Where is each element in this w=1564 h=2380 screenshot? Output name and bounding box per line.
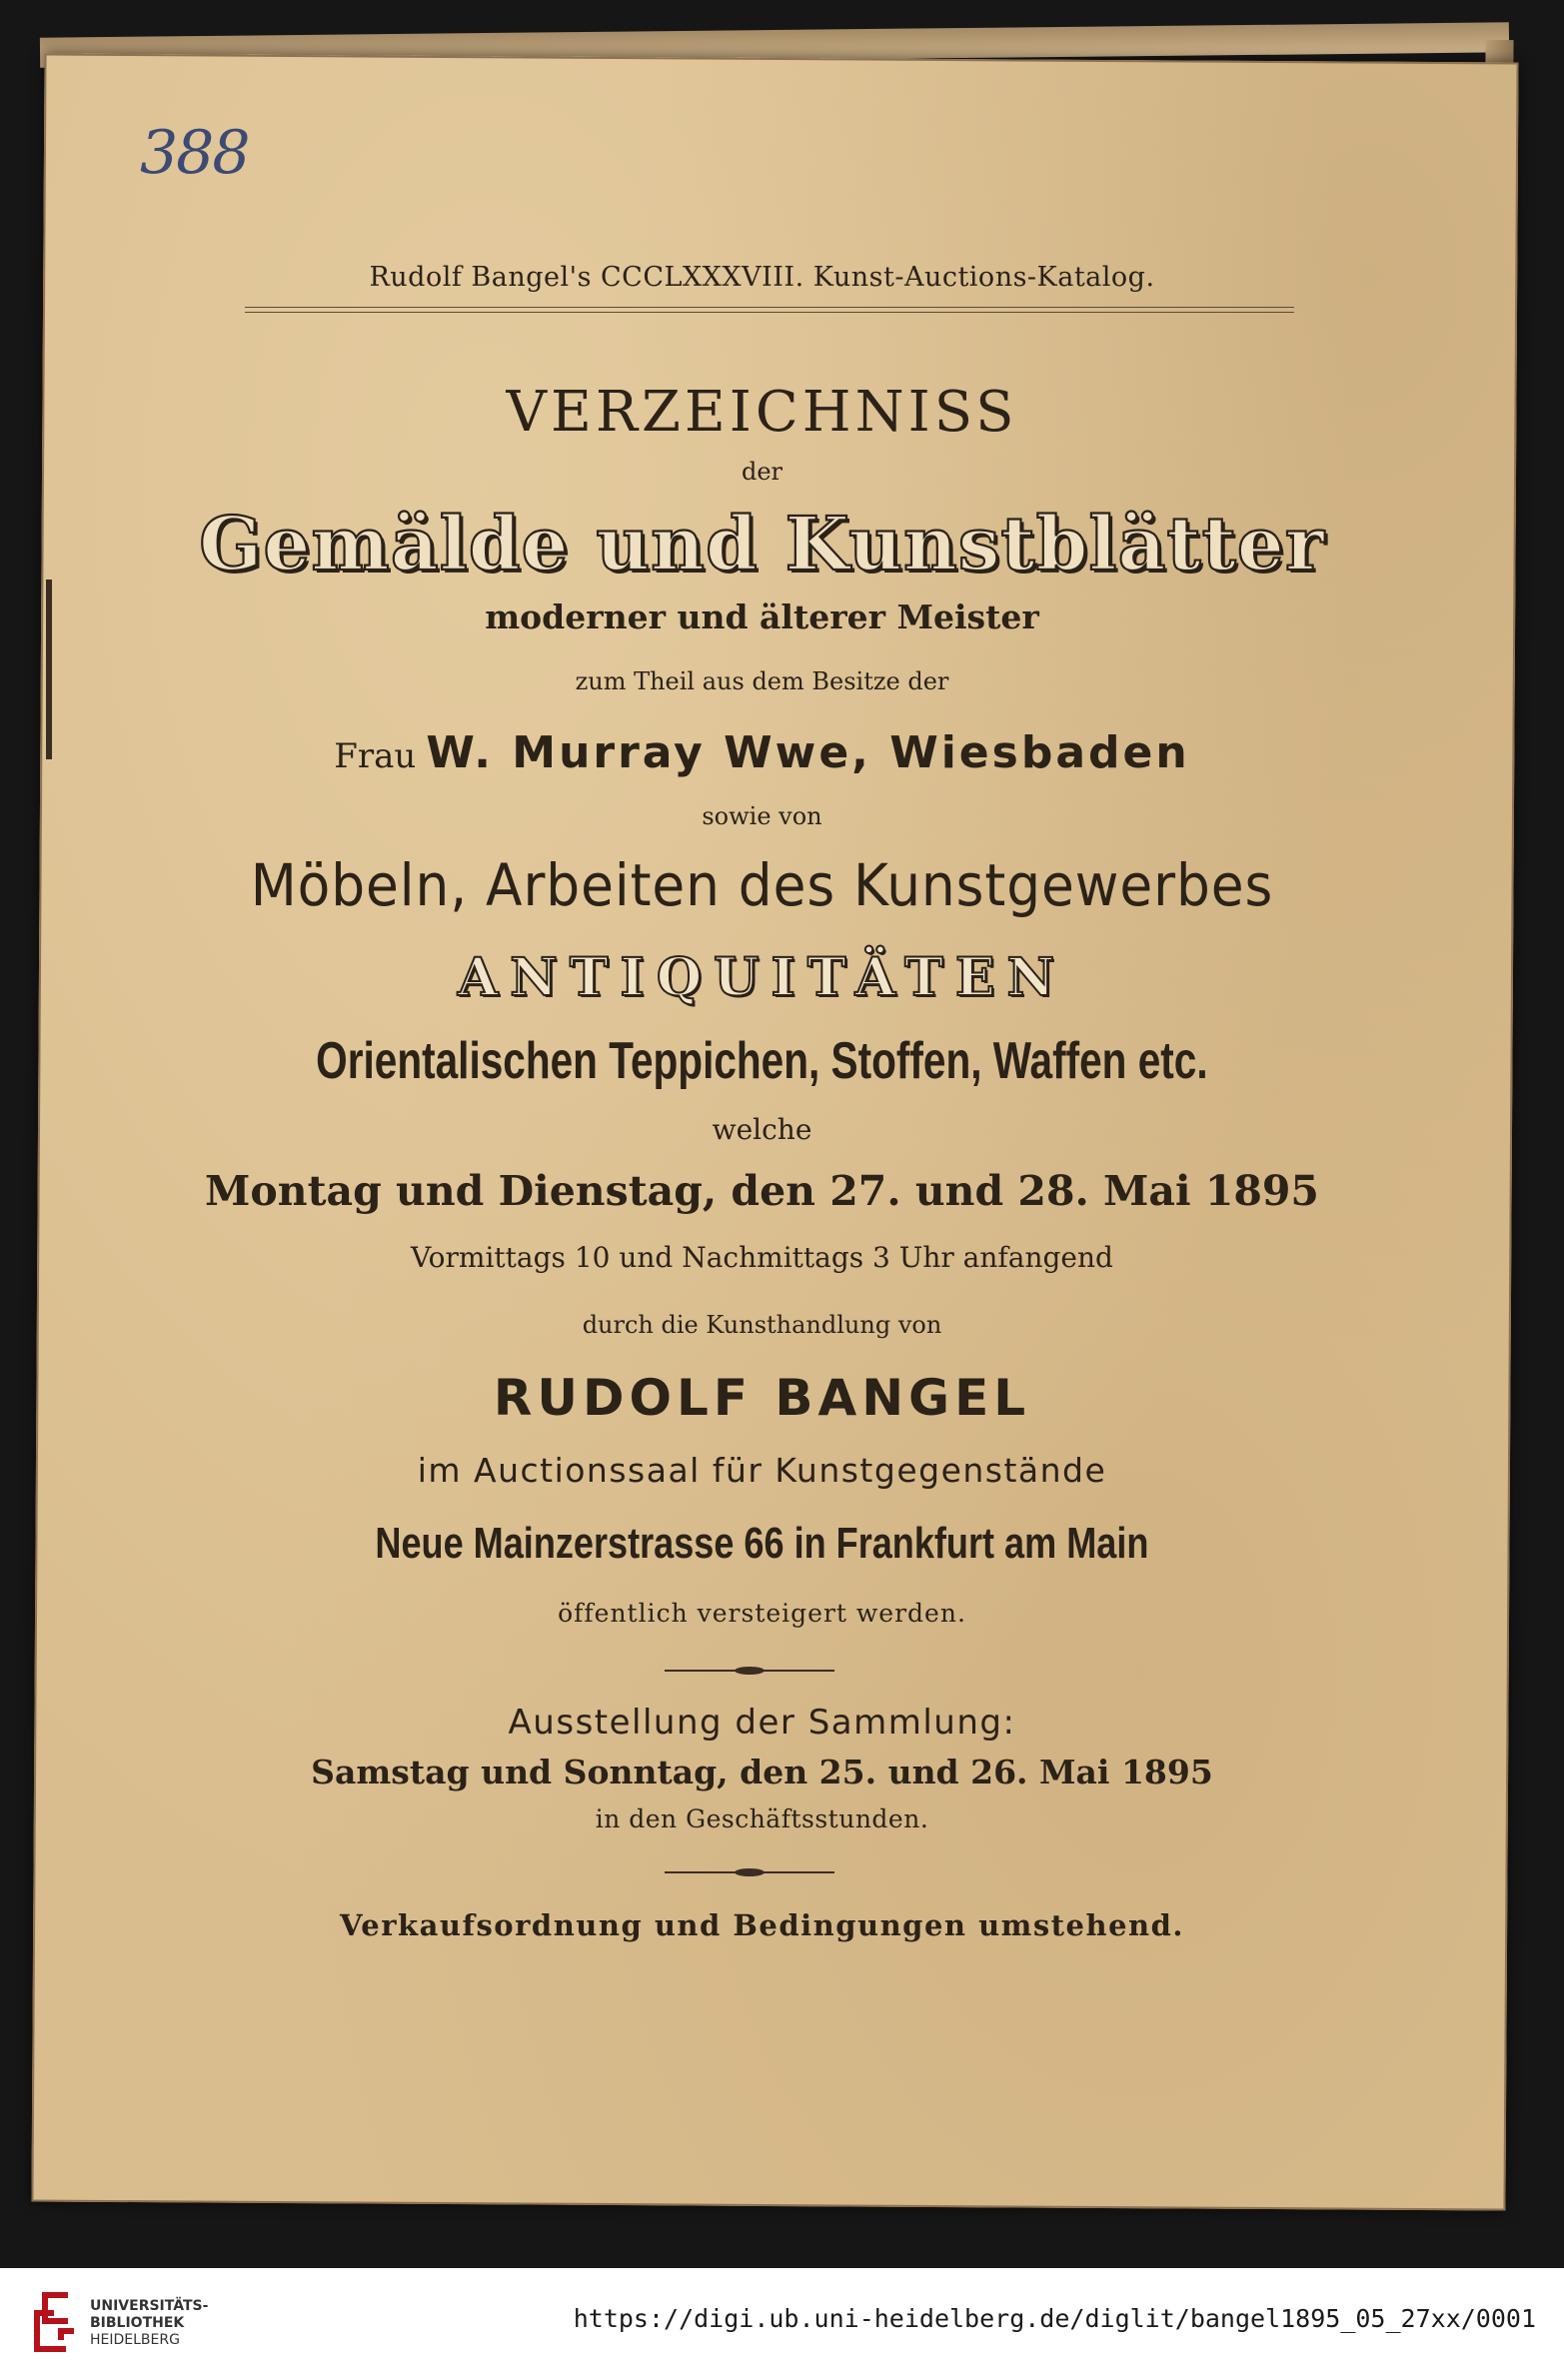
title-der: der <box>741 458 783 486</box>
logo-line-3: HEIDELBERG <box>90 2332 180 2348</box>
business-hours: in den Geschäftsstunden. <box>595 1804 929 1833</box>
furniture-heading: Möbeln, Arbeiten des Kunstgewerbes <box>250 851 1274 919</box>
owner-prefix: Frau <box>334 736 417 776</box>
ornament-divider <box>665 1868 834 1876</box>
auction-dates: Montag und Dienstag, den 27. und 28. Mai 1895 <box>205 1167 1319 1215</box>
library-logo-text <box>90 2298 208 2349</box>
catalog-header: Rudolf Bangel's CCCLXXXVIII. Kunst-Auctions-Katalog. <box>369 262 1155 293</box>
dealer-name: RUDOLF BANGEL <box>493 1369 1031 1427</box>
ornament-divider <box>665 1667 834 1675</box>
welche-line: welche <box>712 1113 812 1146</box>
terms-line: Verkaufsordnung und Bedingungen umstehend. <box>339 1908 1185 1942</box>
subject-heading: Gemälde und Kunstblätter <box>199 502 1325 588</box>
header-rule <box>245 307 1294 313</box>
owner-line <box>0 727 1524 778</box>
exhibition-label: Ausstellung der Sammlung: <box>508 1703 1016 1743</box>
address-line: Neue Mainzerstrasse 66 in Frankfurt am Main <box>375 1519 1149 1568</box>
logo-line-2: BIBLIOTHEK <box>90 2315 185 2331</box>
handwritten-shelf-mark: 388 <box>140 118 249 188</box>
owner-name: W. Murray Wwe, Wiesbaden <box>426 727 1190 778</box>
possession-line: zum Theil aus dem Besitze der <box>575 667 949 695</box>
logo-line-1: UNIVERSITÄTS- <box>90 2298 209 2314</box>
catalog-title: VERZEICHNISS <box>506 380 1018 445</box>
library-footer <box>0 2268 1564 2380</box>
antiquities-heading: ANTIQUITÄTEN <box>457 947 1067 1008</box>
exhibition-dates: Samstag und Sonntag, den 25. und 26. Mai 1895 <box>311 1753 1213 1791</box>
masters-line: moderner und älterer Meister <box>485 597 1039 636</box>
venue-line: im Auctionssaal für Kunstgegenstände <box>417 1451 1107 1490</box>
auction-times: Vormittags 10 und Nachmittags 3 Uhr anfangend <box>411 1241 1113 1274</box>
auctioned-line: öffentlich versteigert werden. <box>558 1599 966 1628</box>
permalink-url[interactable]: https://digi.ub.uni-heidelberg.de/diglit/bangel1895_05_27xx/0001 <box>573 2304 1536 2333</box>
oriental-heading: Orientalischen Teppichen, Stoffen, Waffen etc. <box>316 1032 1208 1090</box>
sowie-line: sowie von <box>702 802 822 830</box>
through-line: durch die Kunsthandlung von <box>582 1311 942 1339</box>
ub-heidelberg-logo-icon <box>28 2288 80 2358</box>
